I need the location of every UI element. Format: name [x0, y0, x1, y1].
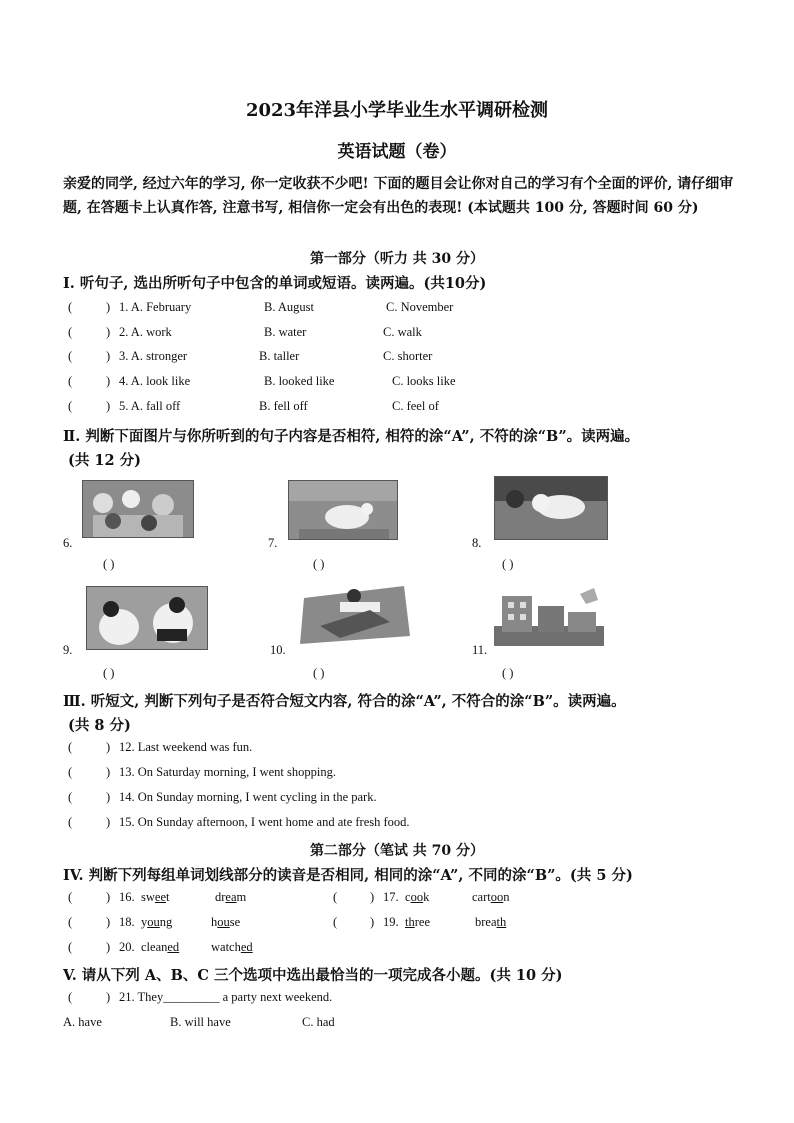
answer-paren-close: ) [106, 325, 111, 339]
answer-paren-close: ) [106, 990, 111, 1004]
option-b: B. looked like [264, 374, 335, 388]
answer-blank[interactable]: ( ) [502, 557, 514, 571]
option-b: B. will have [170, 1015, 231, 1029]
answer-blank[interactable]: ( ) [103, 557, 115, 571]
option-c: C. looks like [392, 374, 456, 388]
section-1-title: I. 听句子, 选出所听句子中包含的单词或短语。读两遍。(共10分) [63, 275, 487, 292]
option-b: B. fell off [259, 399, 308, 413]
option-a: A. have [63, 1015, 102, 1029]
picture-number: 10. [270, 643, 286, 657]
answer-paren-open[interactable]: ( [68, 890, 73, 904]
option-c: C. November [386, 300, 454, 314]
item-number: 19. [383, 915, 399, 929]
statement-text: 12. Last weekend was fun. [119, 740, 253, 754]
children-photo-icon [82, 480, 194, 538]
statement-text: 15. On Sunday afternoon, I went home and ate fresh food. [119, 815, 410, 829]
section-2-title: Ⅱ. 判断下面图片与你所听到的句子内容是否相符, 相符的涂“A”, 不符的涂“B”。读两遍。 [63, 428, 640, 445]
answer-paren-open[interactable]: ( [68, 940, 73, 954]
section-2-score: (共 12 分) [68, 452, 141, 469]
answer-paren-open[interactable]: ( [68, 815, 73, 829]
answer-blank[interactable]: ( ) [502, 666, 514, 680]
answer-paren-open[interactable]: ( [68, 765, 73, 779]
intro-paragraph: 亲爱的同学, 经过六年的学习, 你一定收获不少吧! 下面的题目会让你对自己的学习有个全面的评价, 请仔细审题, 在答题卡上认真作答, 注意书写, 相信你一定会有出色的表现! (本试题共 100 分, 答题时间 60 分) [63, 176, 734, 216]
answer-paren-open[interactable]: ( [68, 349, 73, 363]
answer-paren-close: ) [106, 349, 111, 363]
answer-paren-open[interactable]: ( [68, 300, 73, 314]
answer-paren-open[interactable]: ( [333, 890, 338, 904]
answer-paren-open[interactable]: ( [68, 740, 73, 754]
answer-paren-close: ) [106, 890, 111, 904]
answer-paren-close: ) [106, 790, 111, 804]
answer-paren-close: ) [106, 399, 111, 413]
option-b: B. August [264, 300, 315, 314]
answer-blank[interactable]: _________ [163, 990, 220, 1004]
word-two: dream [215, 890, 247, 904]
option-a: 2. A. work [119, 325, 172, 339]
answer-paren-close: ) [106, 940, 111, 954]
answer-paren-close: ) [370, 890, 375, 904]
part-one-heading: 第一部分（听力 共 30 分） [309, 251, 485, 267]
option-c: C. feel of [392, 399, 439, 413]
option-c: C. shorter [383, 349, 433, 363]
option-c: C. had [302, 1015, 335, 1029]
picture-number: 11. [472, 643, 488, 657]
answer-paren-open[interactable]: ( [68, 915, 73, 929]
answer-paren-close: ) [106, 374, 111, 388]
section-3-score: (共 8 分) [68, 717, 131, 734]
answer-paren-close: ) [106, 740, 111, 754]
word-one: cook [405, 890, 430, 904]
answer-paren-open[interactable]: ( [68, 399, 73, 413]
part-two-heading: 第二部分（笔试 共 70 分） [309, 843, 485, 859]
picture-number: 9. [63, 643, 73, 657]
item-number: 16. [119, 890, 135, 904]
section-5-title: V. 请从下列 A、B、C 三个选项中选出最恰当的一项完成各小题。(共 10 分) [63, 967, 563, 984]
item-number: 18. [119, 915, 135, 929]
picture-number: 7. [268, 536, 278, 550]
question-text: 21. They_________ a party next weekend. [119, 990, 333, 1004]
option-a: 3. A. stronger [119, 349, 188, 363]
bird-photo-icon [288, 480, 398, 540]
answer-paren-open[interactable]: ( [68, 990, 73, 1004]
buildings-photo-icon [494, 586, 604, 646]
option-c: C. walk [383, 325, 422, 339]
answer-paren-close: ) [106, 815, 111, 829]
picture-number: 8. [472, 536, 482, 550]
answer-paren-open[interactable]: ( [68, 790, 73, 804]
page-title: 2023年洋县小学毕业生水平调研检测 [245, 100, 549, 121]
statement-text: 13. On Saturday morning, I went shopping. [119, 765, 336, 779]
option-b: B. water [264, 325, 307, 339]
word-two: watched [211, 940, 253, 954]
section-4-title: IV. 判断下列每组单词划线部分的读音是否相同, 相同的涂“A”, 不同的涂“B”。(共 5 分) [63, 867, 633, 884]
panda-photo-icon [86, 586, 208, 650]
word-one: young [141, 915, 173, 929]
answer-paren-close: ) [106, 300, 111, 314]
section-3-title: Ⅲ. 听短文, 判断下列句子是否符合短文内容, 符合的涂“A”, 不符合的涂“B”。读两遍。 [63, 693, 626, 710]
word-one: three [405, 915, 430, 929]
option-a: 1. A. February [119, 300, 192, 314]
option-a: 4. A. look like [119, 374, 191, 388]
item-number: 17. [383, 890, 399, 904]
word-two: cartoon [472, 890, 510, 904]
answer-paren-close: ) [106, 915, 111, 929]
answer-paren-open[interactable]: ( [68, 325, 73, 339]
option-b: B. taller [259, 349, 300, 363]
answer-paren-open[interactable]: ( [333, 915, 338, 929]
word-one: cleaned [141, 940, 180, 954]
dog-photo-icon [494, 476, 608, 540]
answer-paren-open[interactable]: ( [68, 374, 73, 388]
word-two: house [211, 915, 241, 929]
item-number: 20. [119, 940, 135, 954]
page-subtitle: 英语试题（卷） [337, 142, 457, 162]
answer-paren-close: ) [106, 765, 111, 779]
word-one: sweet [141, 890, 170, 904]
option-a: 5. A. fall off [119, 399, 181, 413]
picture-number: 6. [63, 536, 73, 550]
swimmer-photo-icon [300, 586, 410, 644]
answer-paren-close: ) [370, 915, 375, 929]
answer-blank[interactable]: ( ) [103, 666, 115, 680]
word-two: breath [475, 915, 507, 929]
answer-blank[interactable]: ( ) [313, 557, 325, 571]
statement-text: 14. On Sunday morning, I went cycling in the park. [119, 790, 377, 804]
answer-blank[interactable]: ( ) [313, 666, 325, 680]
